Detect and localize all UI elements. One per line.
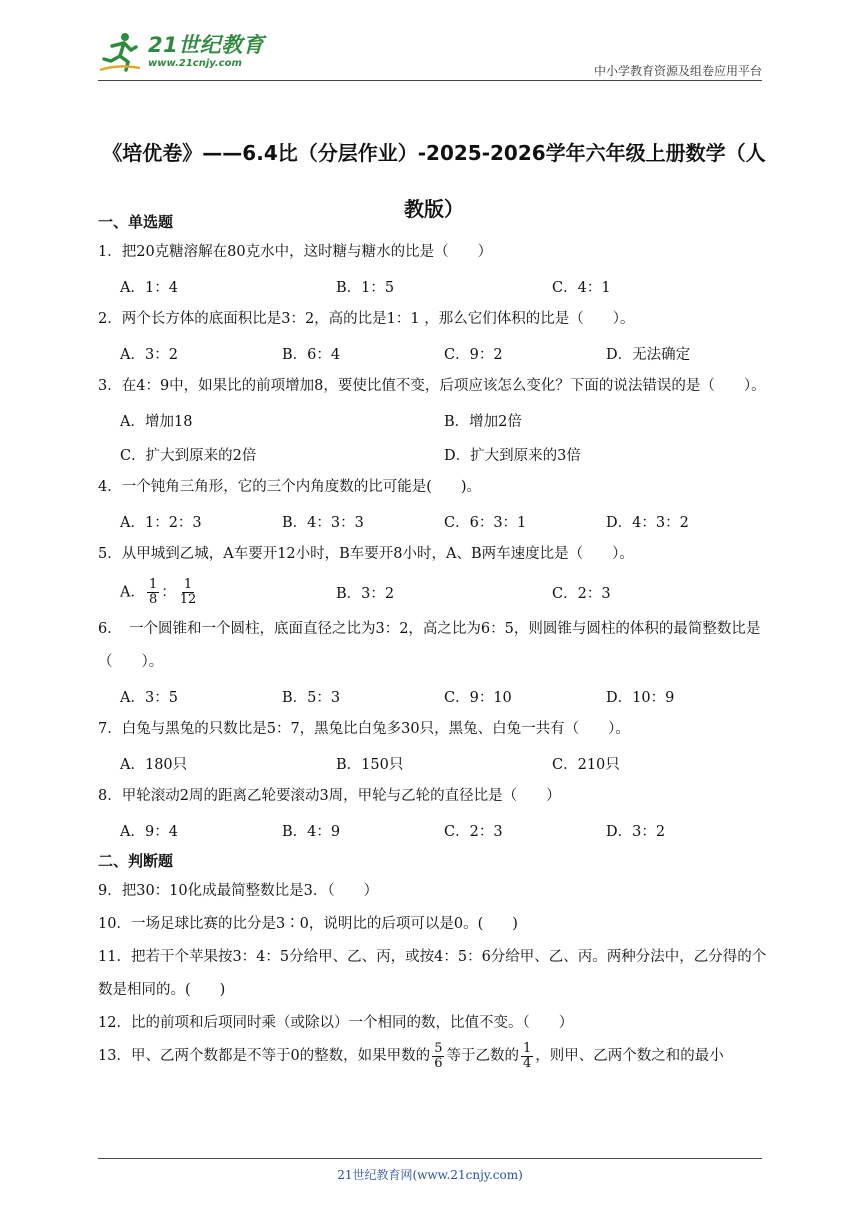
question-13 <box>98 1040 768 1073</box>
header-tagline: 中小学教育资源及组卷应用平台 <box>593 64 762 78</box>
question-stem: 3．在4：9中，如果比的前项增加8，要使比值不变，后项应该怎么变化？下面的说法错误的是（ ）。 <box>98 378 766 394</box>
question-list <box>98 208 768 1073</box>
question-7 <box>98 713 768 780</box>
question-3 <box>98 370 768 471</box>
option-b[interactable]: B．5：3 <box>282 689 341 706</box>
fraction-numerator: 5 <box>434 1040 443 1056</box>
fraction <box>178 578 199 607</box>
fraction-numerator: 1 <box>148 576 158 592</box>
fraction-denominator: 6 <box>434 1055 443 1071</box>
option-c[interactable]: C．210只 <box>552 756 620 773</box>
question-9: 9．把30：10化成最简整数比是3．（ ） <box>98 883 379 899</box>
option-d[interactable]: D．10：9 <box>606 689 675 706</box>
option-d[interactable]: D．3：2 <box>606 823 666 840</box>
question-stem: 1．把20克糖溶解在80克水中，这时糖与糖水的比是（ ） <box>98 244 493 260</box>
option-label: A． <box>120 584 145 600</box>
section-title-single-choice: 一、单选题 <box>98 213 174 231</box>
document-title: 《培优卷》——6.4比（分层作业）-2025-2026学年六年级上册数学（人教版） <box>102 141 766 221</box>
option-b[interactable]: B．4：9 <box>282 823 341 840</box>
option-d[interactable]: D．扩大到原来的3倍 <box>444 447 581 464</box>
option-c[interactable]: C．6：3：1 <box>444 514 527 531</box>
option-c[interactable]: C．2：3 <box>444 823 503 840</box>
page-footer[interactable]: 21世纪教育网(www.21cnjy.com) <box>337 1168 523 1182</box>
option-a[interactable]: A．1：2：3 <box>120 514 202 531</box>
section-title-true-false: 二、判断题 <box>98 852 174 870</box>
option-a[interactable] <box>120 578 336 607</box>
question-8 <box>98 780 768 847</box>
fraction <box>432 1042 444 1071</box>
option-a[interactable]: A．增加18 <box>120 413 193 430</box>
question-12: 12．比的前项和后项同时乘（或除以）一个相同的数，比值不变。（ ） <box>98 1015 574 1031</box>
runner-logo-icon <box>98 30 142 74</box>
question-6 <box>98 613 768 713</box>
option-a[interactable]: A．3：2 <box>120 346 178 363</box>
option-row <box>98 746 768 780</box>
ratio-separator: ： <box>161 584 176 600</box>
fraction <box>147 578 159 607</box>
fraction-numerator: 1 <box>183 576 193 592</box>
header-divider <box>98 80 762 81</box>
question-stem-part: ，则甲、乙两个数之和的最小 <box>535 1048 724 1064</box>
question-10: 10．一场足球比赛的比分是3∶0，说明比的后项可以是0。( ) <box>98 916 518 932</box>
option-b[interactable]: B．增加2倍 <box>444 413 522 430</box>
question-stem: 5．从甲城到乙城，A车要开12小时，B车要开8小时，A、B两车速度比是（ ）。 <box>98 546 634 562</box>
option-a[interactable]: A．3：5 <box>120 689 178 706</box>
option-c[interactable]: C．2：3 <box>552 585 611 602</box>
site-logo <box>98 30 264 74</box>
option-row <box>98 679 768 713</box>
option-row <box>98 437 768 471</box>
question-stem: 6． 一个圆锥和一个圆柱，底面直径之比为3：2，高之比为6：5，则圆锥与圆柱的体积的最简整数比是（ ）。 <box>98 621 761 670</box>
question-stem-part: 等于乙数的 <box>446 1048 519 1064</box>
question-stem: 4．一个钝角三角形，它的三个内角度数的比可能是( )。 <box>98 479 482 495</box>
option-c[interactable]: C．9：2 <box>444 346 503 363</box>
option-d[interactable]: D．无法确定 <box>606 346 691 363</box>
option-row <box>98 571 768 613</box>
logo-title: 21世纪教育 <box>148 33 265 57</box>
fraction <box>521 1042 533 1071</box>
option-d[interactable]: D．4：3：2 <box>606 514 689 531</box>
footer-divider <box>98 1158 762 1159</box>
question-5 <box>98 538 768 613</box>
fraction-denominator: 12 <box>179 591 197 607</box>
question-stem: 8．甲轮滚动2周的距离乙轮要滚动3周，甲轮与乙轮的直径比是（ ） <box>98 788 561 804</box>
question-4 <box>98 471 768 538</box>
option-b[interactable]: B．4：3：3 <box>282 514 364 531</box>
option-b[interactable]: B．1：5 <box>336 279 395 296</box>
option-row <box>98 403 768 437</box>
fraction-numerator: 1 <box>522 1040 532 1056</box>
question-stem-part: 13．甲、乙两个数都是不等于0的整数，如果甲数的 <box>98 1048 431 1064</box>
option-c[interactable]: C．扩大到原来的2倍 <box>120 447 257 464</box>
page-header <box>98 30 762 78</box>
question-stem: 2．两个长方体的底面积比是3：2，高的比是1：1 ，那么它们体积的比是（ ）。 <box>98 311 635 327</box>
question-1 <box>98 236 768 303</box>
option-row <box>98 336 768 370</box>
logo-url: www.21cnjy.com <box>148 58 242 69</box>
question-11: 11．把若干个苹果按3：4：5分给甲、乙、丙，或按4：5：6分给甲、乙、丙。两种分法中，乙分得的个数是相同的。( ) <box>98 949 767 998</box>
option-a[interactable]: A．180只 <box>120 756 188 773</box>
fraction-denominator: 4 <box>522 1055 532 1071</box>
option-b[interactable]: B．3：2 <box>336 585 395 602</box>
fraction-denominator: 8 <box>148 591 158 607</box>
option-c[interactable]: C．4：1 <box>552 279 611 296</box>
question-2 <box>98 303 768 370</box>
option-row <box>98 504 768 538</box>
option-a[interactable]: A．9：4 <box>120 823 178 840</box>
option-b[interactable]: B．6：4 <box>282 346 341 363</box>
option-c[interactable]: C．9：10 <box>444 689 512 706</box>
question-stem: 7．白兔与黑兔的只数比是5：7，黑兔比白兔多30只，黑兔、白兔一共有（ ）。 <box>98 721 630 737</box>
option-b[interactable]: B．150只 <box>336 756 404 773</box>
option-row <box>98 813 768 847</box>
option-a[interactable]: A．1：4 <box>120 279 178 296</box>
option-row <box>98 269 768 303</box>
